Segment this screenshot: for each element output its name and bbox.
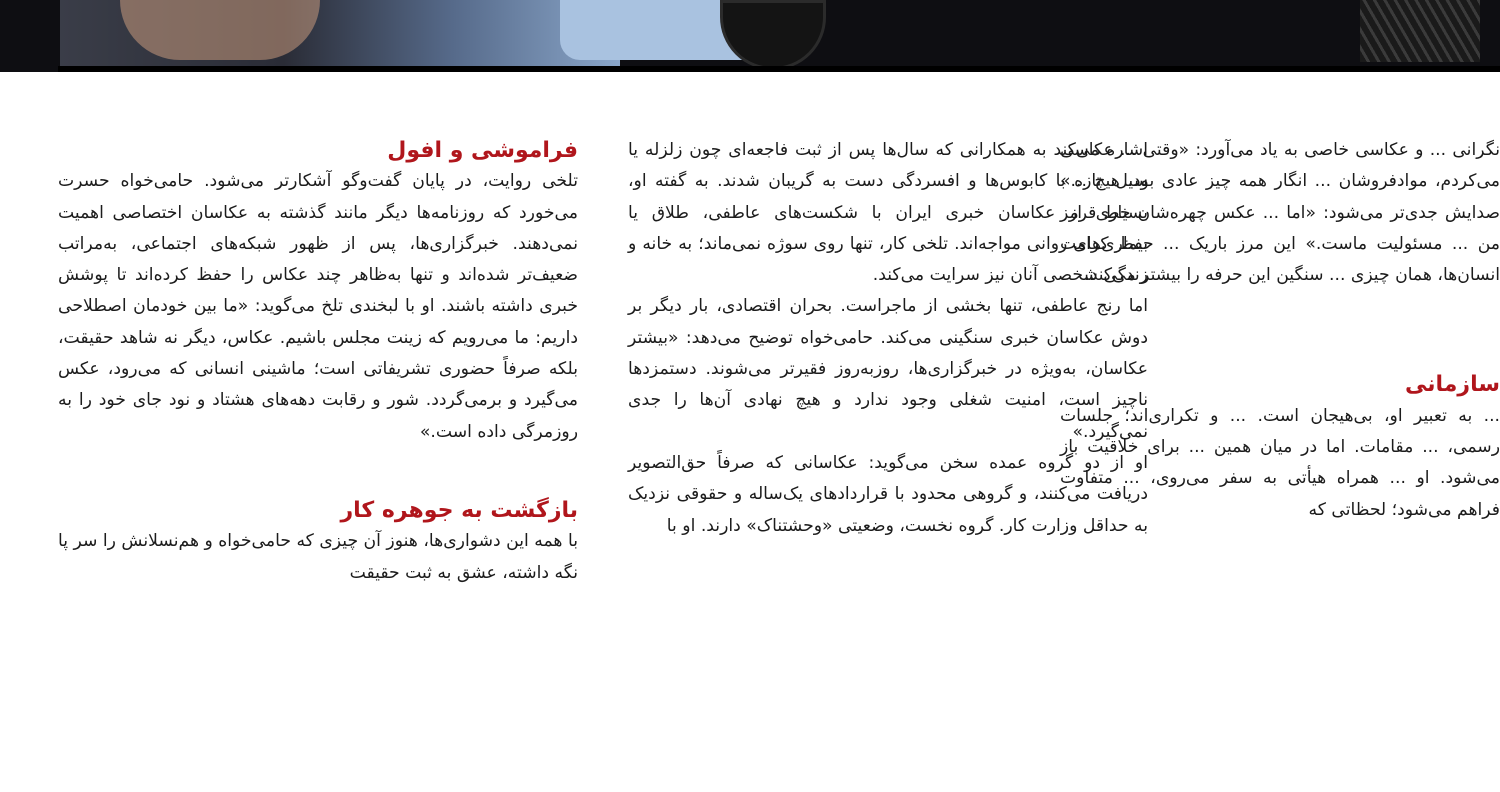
section-heading: سازمانی [1405, 372, 1500, 398]
body-paragraph: تلخی روایت، در پایان گفت‌وگو آشکارتر می‌شود. حامی‌خواه حسرت می‌خورد که روزنامه‌ها دیگر مانند گذشته به عکاسان اختصاصی اهمیت نمی‌دهند. خبرگزاری‌ها، پس از ظهور شبکه‌های اجتماعی، به‌مراتب ضعیف‌تر شده‌اند و تنها به‌ظاهر چند عکاس را حفظ کرده‌اند تا پوشش خبری داشته باشند. او با لبخندی تلخ می‌گوید: «ما بین خودمان اصطلاحی داریم: ما می‌رویم که زینت مجلس باشیم. عکاس، دیگر نه شاهد حقیقت، بلکه صرفاً حضوری تشریفاتی است؛ ماشینی انسانی که می‌رود، عکس می‌گیرد و برمی‌گردد. شور و رقابت دهه‌های هشتاد و نود جای خود را به روزمرگی داده است.» [58, 171, 578, 442]
body-paragraph: او از دو گروه عمده سخن می‌گوید: عکاسانی که صرفاً حق‌التصویر دریافت می‌کنند، و گروهی محدود با قراردادهای یک‌ساله و حقوقی نزدیک به حداقل وزارت کار. گروه نخست، وضعیتی «وحشتناک» دارند. او با [628, 452, 1148, 536]
camera-strap [1360, 0, 1480, 62]
column-right [1060, 135, 1500, 526]
photo-figure [120, 0, 320, 60]
body-paragraph: اشاره می‌کند به همکارانی که سال‌ها پس از ثبت فاجعه‌ای چون زلزله یا سیل، تازه با کابوس‌ها و افسردگی دست به گریبان شدند. به گفته او، بسیاری از عکاسان خبری ایران با شکست‌های عاطفی، طلاق یا بیماری‌های روانی مواجه‌اند. تلخی کار، تنها روی سوژه نمی‌ماند؛ به خانه و زندگی شخصی آنان نیز سرایت می‌کند. [628, 140, 1148, 286]
section-heading: فراموشی و افول [387, 138, 578, 163]
header-photo [0, 0, 1500, 72]
body-paragraph: اما رنج عاطفی، تنها بخشی از ماجراست. بحران اقتصادی، بار دیگر بر دوش عکاسان خبری سنگینی می‌کند. حامی‌خواه توضیح می‌دهد: «بیشتر عکاسان، به‌ویژه در خبرگزاری‌ها، روزبه‌روز فقیرتر می‌شوند. دستمزدها ناچیز است، امنیت شغلی وجود ندارد و هیچ نهادی آن‌ها را جدی نمی‌گیرد.» [628, 296, 1148, 442]
section-heading: بازگشت به جوهره کار [340, 497, 578, 523]
body-paragraph: نگرانی ... و عکاسی خاصی به یاد می‌آورد: «وقتی ... عکاسی می‌کردم، موادفروشان ... انگار همه چیز عادی بود، هیچ ...» صدایش جدی‌تر می‌شود: «اما ... عکس چهره‌شان خط قرمز من ... مسئولیت ماست.» این مرز باریک ... حفظ کرامت انسان‌ها، همان چیزی ... سنگین این حرفه را بیشتر می‌کند. [1060, 140, 1500, 286]
column-left [58, 135, 578, 589]
photo-bottom-border [58, 66, 1500, 72]
body-paragraph: با همه این دشواری‌ها، هنوز آن چیزی که حامی‌خواه و هم‌نسلانش را سر پا نگه داشته، عشق به ثبت حقیقت [58, 531, 578, 583]
body-paragraph: ... به تعبیر او، بی‌هیجان است. ... و تکراری‌اند؛ جلسات رسمی، ... مقامات. اما در میان همین ... برای خلاقیت باز می‌شود. او ... همراه هیأتی به سفر می‌روی، ... متفاوت فراهم می‌شود؛ لحظاتی که [1060, 405, 1500, 520]
